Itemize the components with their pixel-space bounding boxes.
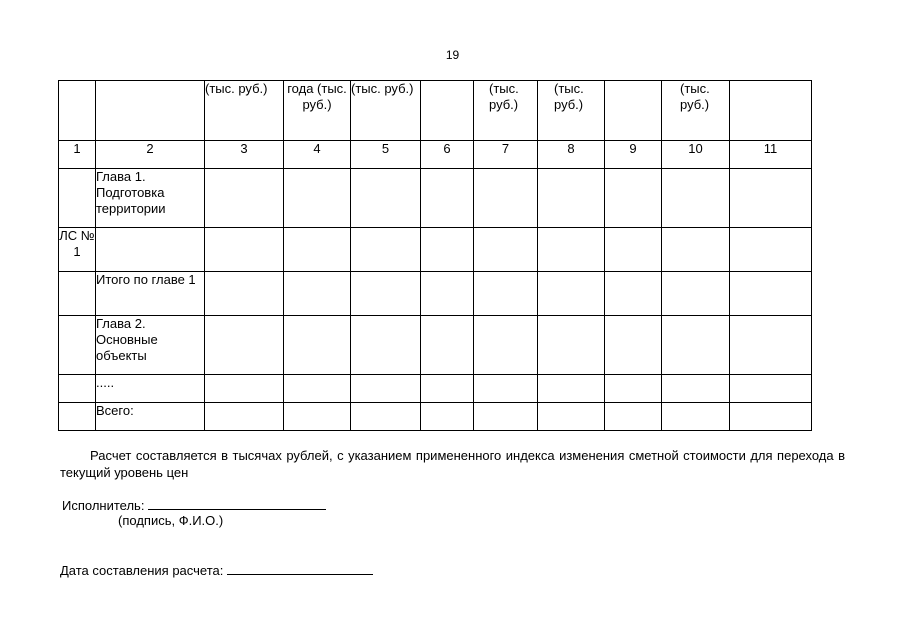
table-row bbox=[59, 375, 812, 403]
header-cell-7: (тыс. руб.) bbox=[474, 81, 538, 141]
header-cell-10: (тыс. руб.) bbox=[662, 81, 730, 141]
row-name: Глава 2. Основные объекты bbox=[96, 316, 205, 375]
header-cell-5: (тыс. руб.) bbox=[351, 81, 421, 141]
column-number: 4 bbox=[284, 141, 351, 169]
date-line bbox=[60, 562, 373, 578]
row-code: ЛС № 1 bbox=[59, 228, 96, 272]
row-code bbox=[59, 316, 96, 375]
header-cell-9 bbox=[605, 81, 662, 141]
date-field[interactable] bbox=[227, 562, 373, 575]
row-name: Глава 1. Подготовка территории bbox=[96, 169, 205, 228]
row-code bbox=[59, 272, 96, 316]
header-cell-1 bbox=[59, 81, 96, 141]
row-name: Итого по главе 1 bbox=[96, 272, 205, 316]
row-name: ..... bbox=[96, 375, 205, 403]
executor-label: Исполнитель: bbox=[62, 498, 145, 513]
column-number: 10 bbox=[662, 141, 730, 169]
table-row bbox=[59, 403, 812, 431]
column-number: 5 bbox=[351, 141, 421, 169]
calculation-note: Расчет составляется в тысячах рублей, с указанием примененного индекса изменения сметной стоимости для перехода в текущий уровень цен bbox=[60, 448, 845, 480]
row-name bbox=[96, 228, 205, 272]
row-code bbox=[59, 169, 96, 228]
column-number-row bbox=[59, 141, 812, 169]
page-number: 19 bbox=[445, 48, 460, 62]
header-cell-6 bbox=[421, 81, 474, 141]
column-number: 9 bbox=[605, 141, 662, 169]
executor-signature-field[interactable] bbox=[148, 497, 326, 510]
column-number: 3 bbox=[205, 141, 284, 169]
header-cell-4: года (тыс. руб.) bbox=[284, 81, 351, 141]
row-name: Всего: bbox=[96, 403, 205, 431]
header-cell-11 bbox=[730, 81, 812, 141]
header-cell-8: (тыс. руб.) bbox=[538, 81, 605, 141]
column-number: 2 bbox=[96, 141, 205, 169]
row-code bbox=[59, 375, 96, 403]
column-number: 6 bbox=[421, 141, 474, 169]
table-row bbox=[59, 316, 812, 375]
header-cell-2 bbox=[96, 81, 205, 141]
table-row bbox=[59, 169, 812, 228]
table-row bbox=[59, 272, 812, 316]
row-code bbox=[59, 403, 96, 431]
header-cell-3: (тыс. руб.) bbox=[205, 81, 284, 141]
table-header-row bbox=[59, 81, 812, 141]
calculation-table bbox=[58, 80, 812, 431]
table-row bbox=[59, 228, 812, 272]
column-number: 7 bbox=[474, 141, 538, 169]
executor-line bbox=[62, 497, 326, 513]
column-number: 8 bbox=[538, 141, 605, 169]
executor-sublabel: (подпись, Ф.И.О.) bbox=[118, 513, 224, 528]
column-number: 1 bbox=[59, 141, 96, 169]
date-label: Дата составления расчета: bbox=[60, 563, 224, 578]
column-number: 11 bbox=[730, 141, 812, 169]
